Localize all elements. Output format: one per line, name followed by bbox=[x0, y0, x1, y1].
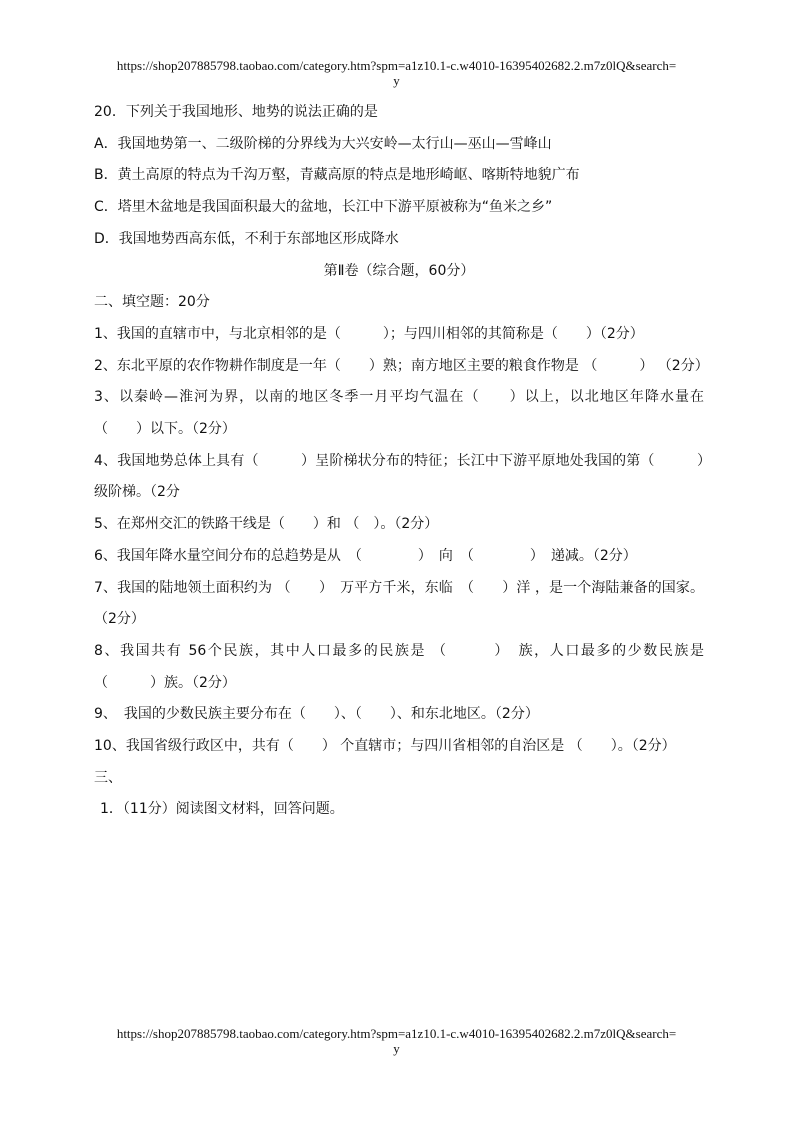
fill-item-2: 2、东北平原的农作物耕作制度是一年（ ）熟；南方地区主要的粮食作物是 （ ） （2分） bbox=[94, 357, 709, 374]
fill-item-9: 9、 我国的少数民族主要分布在（ ）、（ ）、和东北地区。（2分） bbox=[94, 706, 539, 723]
fill-item-6: 6、我国年降水量空间分布的总趋势是从 （ ） 向 （ ） 递减。（2分） bbox=[94, 547, 637, 564]
part2-title: 第Ⅱ卷（综合题，60分） bbox=[323, 262, 475, 279]
header-url-tail[interactable]: y bbox=[393, 73, 400, 88]
q20-stem: 20．下列关于我国地形、地势的说法正确的是 bbox=[94, 104, 378, 120]
document-body bbox=[94, 97, 709, 826]
q20-option-d: D．我国地势西高东低，不利于东部地区形成降水 bbox=[94, 230, 399, 247]
fill-section-heading: 二、填空题：20分 bbox=[94, 294, 210, 311]
fill-item-5: 5、在郑州交汇的铁路干线是（ ）和 （ ）。（2分） bbox=[94, 516, 439, 533]
q20-option-a: A．我国地势第一、二级阶梯的分界线为大兴安岭—太行山—巫山—雪峰山 bbox=[94, 135, 552, 152]
fill-item-4: 4、我国地势总体上具有（ ）呈阶梯状分布的特征；长江中下游平原地处我国的第（ ）级阶梯。（2分 bbox=[94, 452, 704, 501]
footer-url[interactable] bbox=[0, 1026, 793, 1056]
header-url-main[interactable]: https://shop207885798.taobao.com/category.htm?spm=a1z10.1-c.w4010-16395402682.2.m7z0lQ&search= bbox=[116, 58, 677, 73]
fill-item-8: 8、我国共有 56个民族，其中人口最多的民族是 （ ） 族，人口最多的少数民族是 （ ）族。（2分） bbox=[94, 642, 704, 691]
q20-option-c: C．塔里木盆地是我国面积最大的盆地，长江中下游平原被称为“鱼米之乡” bbox=[94, 199, 553, 216]
fill-item-7: 7、我国的陆地领土面积约为 （ ） 万平方千米，东临 （ ）洋 ，是一个海陆兼备的国家。（2分） bbox=[94, 579, 704, 628]
fill-item-10: 10、我国省级行政区中，共有（ ） 个直辖市；与四川省相邻的自治区是 （ ）。（2分） bbox=[94, 738, 676, 755]
fill-item-1: 1、我国的直辖市中，与北京相邻的是（ ）；与四川相邻的其简称是（ ）（2分） bbox=[94, 325, 644, 342]
section-three-heading: 三、 bbox=[94, 769, 122, 786]
fill-item-3: 3、以秦岭—淮河为界，以南的地区冬季一月平均气温在（ ）以上，以北地区年降水量在（ ）以下。（2分） bbox=[94, 389, 704, 438]
q20-option-b: B．黄土高原的特点为千沟万壑，青藏高原的特点是地形崎岖、喀斯特地貌广布 bbox=[94, 167, 580, 184]
question-1-prompt: 1．（11分）阅读图文材料，回答问题。 bbox=[100, 801, 344, 818]
footer-url-tail[interactable]: y bbox=[393, 1041, 400, 1056]
header-url[interactable] bbox=[0, 58, 793, 88]
footer-url-main[interactable]: https://shop207885798.taobao.com/category.htm?spm=a1z10.1-c.w4010-16395402682.2.m7z0lQ&search= bbox=[116, 1026, 677, 1041]
